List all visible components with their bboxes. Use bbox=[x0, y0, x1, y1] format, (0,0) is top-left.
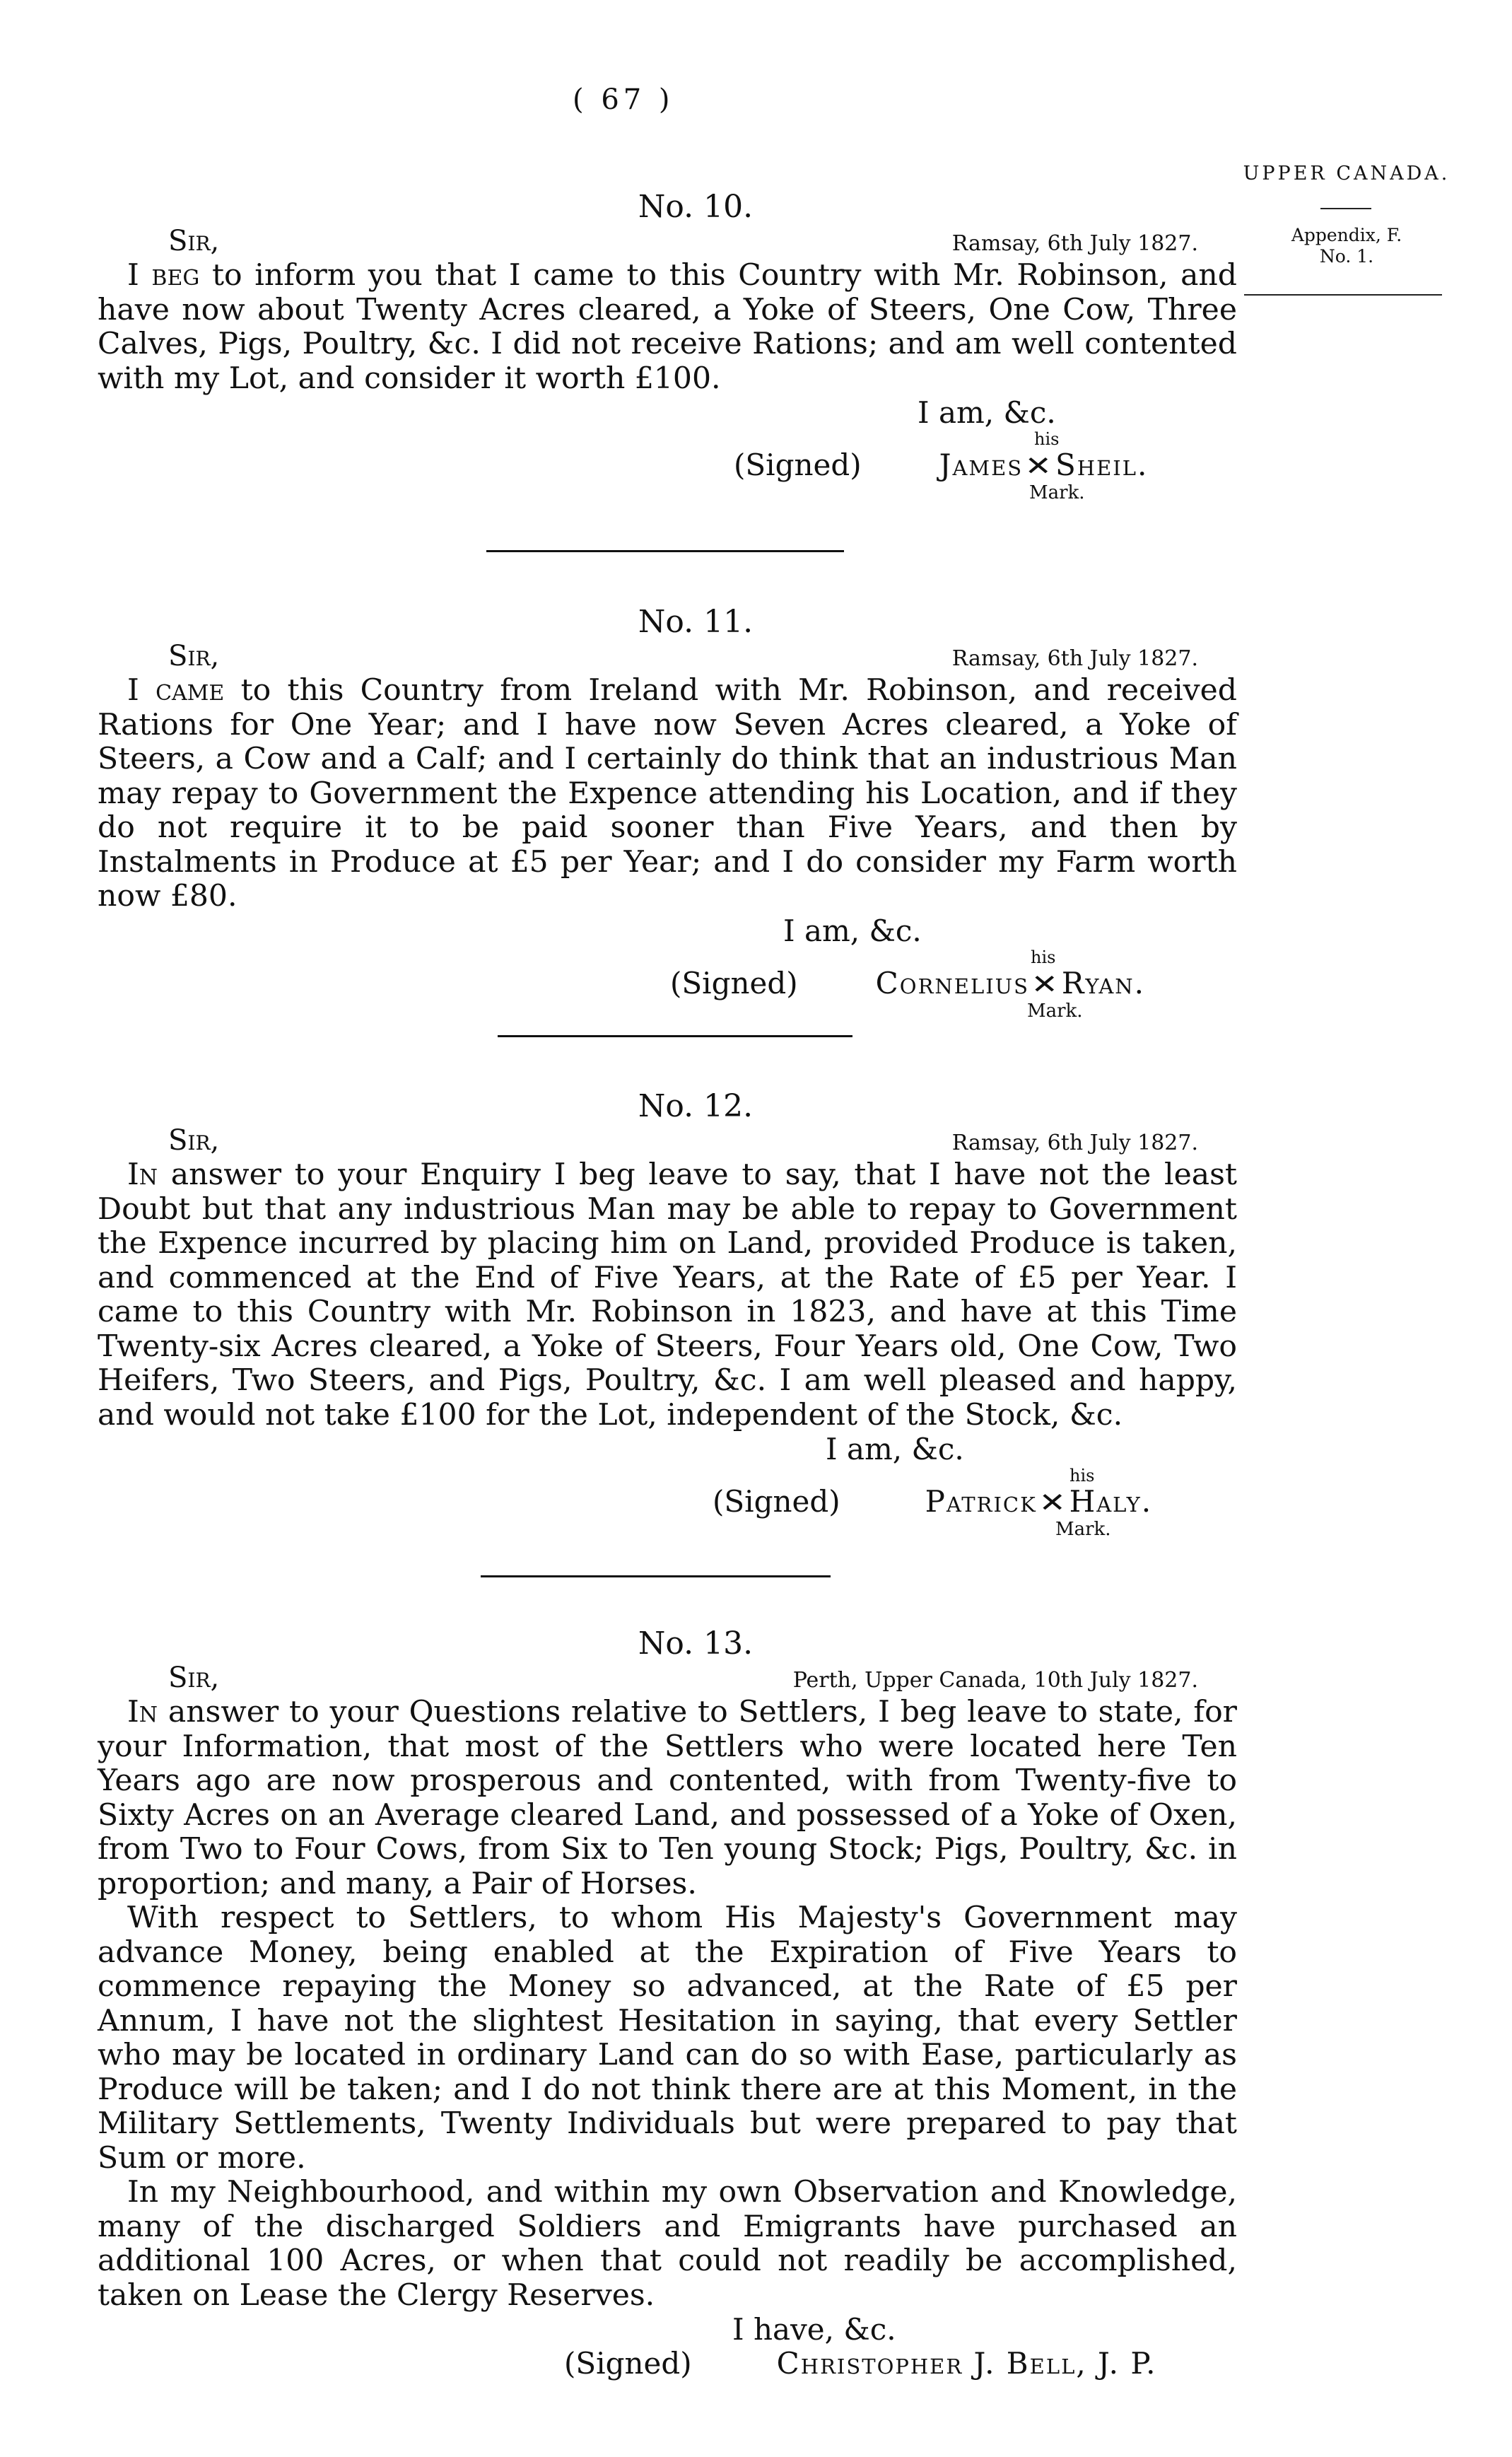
signature-line bbox=[98, 448, 1237, 483]
letter-body: In answer to your Questions relative to Settlers, I beg leave to state, for your Information, that most of the Settlers who were located here Ten Years ago are now prosperous and contented, with from Twenty-five to Sixty Acres on an Average cleared Land, and possessed of a Yoke of Oxen, from Two to Four Cows, from Six to Ten young Stock; Pigs, Poultry, &c. in proportion; and many, a Pair of Horses. bbox=[98, 1695, 1237, 1901]
margin-divider bbox=[1244, 294, 1442, 296]
letter-body: With respect to Settlers, to whom His Majesty's Government may advance Money, being enabled at the Expiration of Five Years to commence repaying the Money so advanced, at the Rate of £5 per Annum, I have not the slightest Hesitation in saying, that every Settler who may be located in ordinary Land can do so with Ease, particularly as Produce will be taken; and I do not think there are at this Moment, in the Military Settlements, Twenty Individuals but were prepared to pay that Sum or more. bbox=[98, 1901, 1237, 2176]
signatory: Cornelius✕Ryan. bbox=[875, 965, 1145, 1000]
letter-no-11 bbox=[98, 605, 1237, 1021]
mark-label: Mark. bbox=[1055, 1519, 1111, 1540]
margin-heading: UPPER CANADA. bbox=[1243, 163, 1451, 185]
signatory: Patrick✕Haly. bbox=[925, 1484, 1153, 1519]
letter-number: No. 11. bbox=[638, 604, 754, 640]
letter-no-12 bbox=[98, 1089, 1237, 1539]
letter-number: No. 13. bbox=[638, 1626, 754, 1662]
dateline: Ramsay, 6th July 1827. bbox=[951, 1131, 1198, 1155]
divider bbox=[481, 1575, 831, 1577]
cross-mark-icon: ✕ bbox=[1031, 968, 1060, 1000]
page-number: ( 67 ) bbox=[573, 83, 674, 116]
his-label: his bbox=[1031, 947, 1056, 967]
signature-line bbox=[98, 2347, 1237, 2381]
mark-label: Mark. bbox=[1029, 482, 1085, 503]
letter-no-10 bbox=[98, 189, 1237, 503]
closing: I have, &c. bbox=[732, 2312, 896, 2347]
signatory: James✕Sheil. bbox=[939, 448, 1149, 482]
his-label: his bbox=[1034, 429, 1060, 449]
signed-label: (Signed) bbox=[713, 1484, 840, 1519]
letter-body: I came to this Country from Ireland with Mr. Robinson, and received Rations for One Year; and I have now Seven Acres cleared, a Yoke of Steers, a Cow and a Calf; and I certainly do think that an industrious Man may repay to Government the Expence attending his Location, and if they do not require it to be paid sooner than Five Years, and then by Instalments in Produce at £5 per Year; and I do consider my Farm worth now £80. bbox=[98, 673, 1237, 914]
signed-label: (Signed) bbox=[734, 448, 862, 482]
letter-no-13 bbox=[98, 1626, 1237, 2381]
closing: I am, &c. bbox=[918, 395, 1056, 430]
margin-divider bbox=[1320, 208, 1371, 209]
appendix-label: Appendix, F. bbox=[1291, 225, 1402, 245]
signatory: Christopher J. Bell, J. P. bbox=[776, 2346, 1157, 2381]
salutation: Sir, bbox=[168, 225, 220, 257]
letter-body: I beg to inform you that I came to this Country with Mr. Robinson, and have now about Twenty Acres cleared, a Yoke of Steers, One Cow, Three Calves, Pigs, Poultry, &c. I did not receive Rations; and am well contented with my Lot, and consider it worth £100. bbox=[98, 258, 1237, 396]
appendix-number: No. 1. bbox=[1319, 246, 1374, 267]
dateline: Perth, Upper Canada, 10th July 1827. bbox=[792, 1668, 1198, 1693]
salutation: Sir, bbox=[168, 1662, 220, 1694]
signed-label: (Signed) bbox=[564, 2346, 692, 2381]
signature-line bbox=[98, 1485, 1237, 1519]
salutation: Sir, bbox=[168, 1124, 220, 1157]
divider bbox=[498, 1035, 852, 1037]
dateline: Ramsay, 6th July 1827. bbox=[951, 231, 1198, 256]
margin-appendix bbox=[1265, 225, 1428, 267]
closing: I am, &c. bbox=[826, 1432, 964, 1466]
letter-number: No. 12. bbox=[638, 1088, 754, 1124]
signed-label: (Signed) bbox=[670, 965, 798, 1000]
cross-mark-icon: ✕ bbox=[1024, 450, 1054, 482]
letter-number: No. 10. bbox=[638, 189, 754, 225]
letter-body: In my Neighbourhood, and within my own Observation and Knowledge, many of the discharged Soldiers and Emigrants have purchased an additional 100 Acres, or when that could not readily be accomplished, taken on Lease the Clergy Reserves. bbox=[98, 2175, 1237, 2313]
closing: I am, &c. bbox=[783, 913, 922, 948]
signature-line bbox=[98, 967, 1237, 1001]
his-label: his bbox=[1069, 1466, 1095, 1486]
letter-body: In answer to your Enquiry I beg leave to say, that I have not the least Doubt but that any industrious Man may be able to repay to Government the Expence incurred by placing him on Land, provided Produce is taken, and commenced at the End of Five Years, at the Rate of £5 per Year. I came to this Country with Mr. Robinson in 1823, and have at this Time Twenty-six Acres cleared, a Yoke of Steers, Four Years old, One Cow, Two Heifers, Two Steers, and Pigs, Poultry, &c. I am well pleased and happy, and would not take £100 for the Lot, independent of the Stock, &c. bbox=[98, 1157, 1237, 1432]
mark-label: Mark. bbox=[1027, 1000, 1083, 1022]
cross-mark-icon: ✕ bbox=[1038, 1487, 1067, 1518]
divider bbox=[486, 550, 844, 552]
dateline: Ramsay, 6th July 1827. bbox=[951, 646, 1198, 671]
salutation: Sir, bbox=[168, 640, 220, 672]
